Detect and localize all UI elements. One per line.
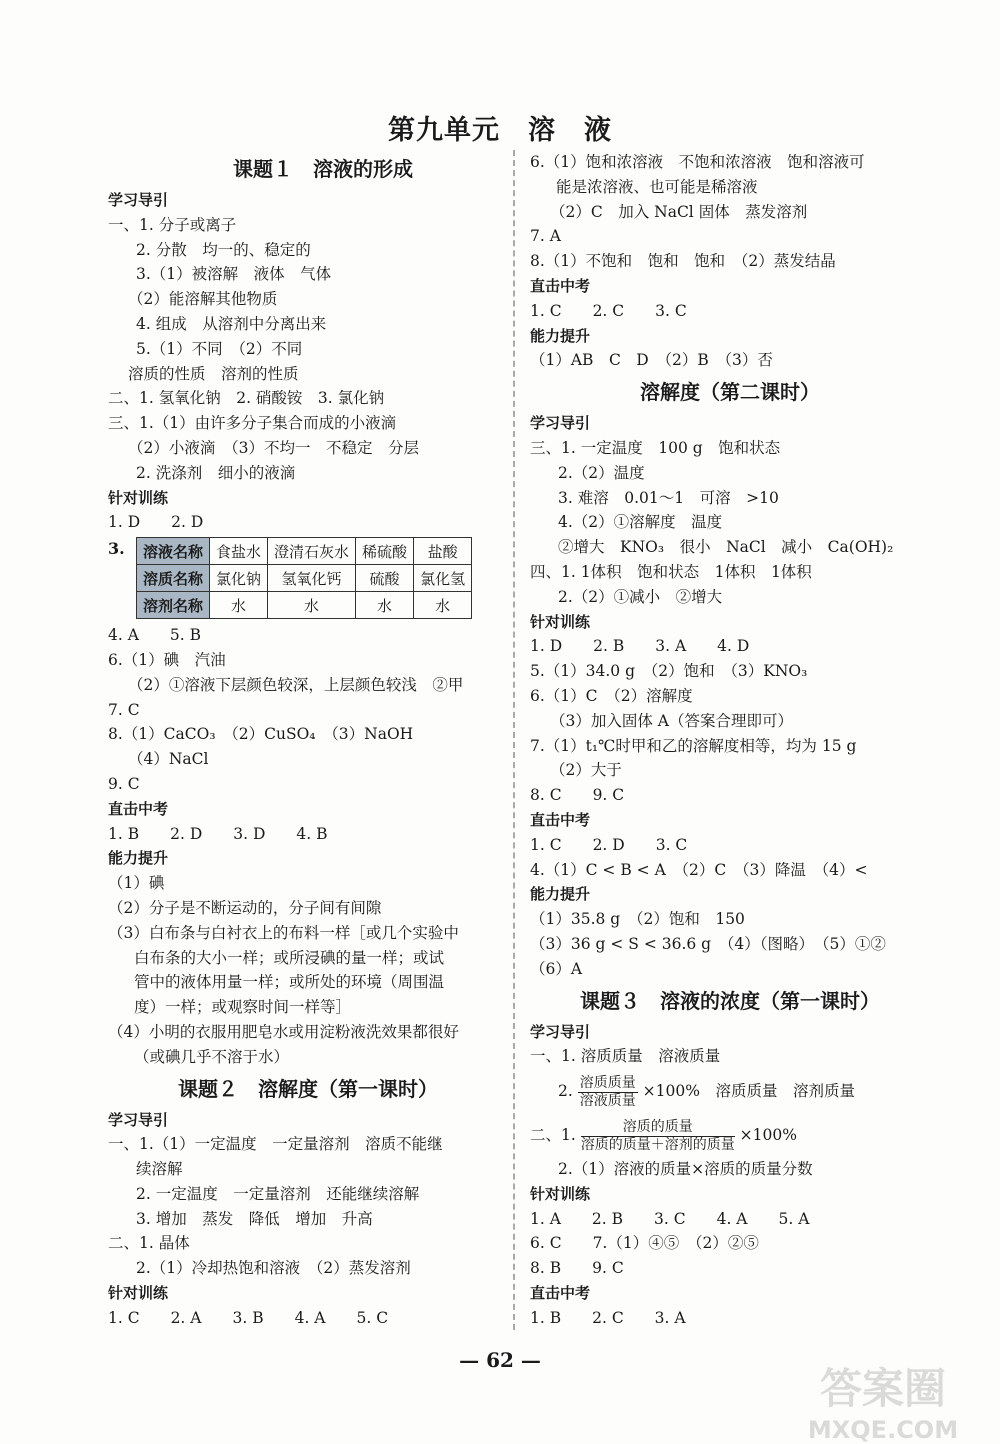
answer-line: 1. C 2. A 3. B 4. A 5. C: [108, 1308, 389, 1327]
answer-line: （1）AB C D （2）B （3）否: [530, 351, 773, 370]
table-cell: 食盐水: [210, 538, 268, 565]
question-number: 2.: [558, 1082, 573, 1101]
answer-line: 白布条的大小一样；或所浸碘的量一样；或试: [134, 948, 445, 967]
table-cell: 溶液名称: [137, 538, 210, 565]
answer-line: 2. 分散 均一的、稳定的: [136, 240, 311, 259]
table-cell: 水: [356, 592, 414, 619]
answer-line: 续溶解: [136, 1160, 183, 1179]
answer-line: 管中的液体用量一样；或所处的环境（周围温: [134, 973, 445, 992]
answer-line: 二、1. 氢氧化钠 2. 硝酸铵 3. 氯化钠: [108, 389, 385, 408]
answer-line: （1）碘: [108, 874, 165, 893]
answer-line: 2.（1）溶液的质量×溶质的质量分数: [558, 1160, 813, 1179]
heading: 能力提升: [530, 885, 591, 904]
answer-line: 四、1. 1体积 饱和状态 1体积 1体积: [530, 562, 812, 581]
answer-line: （6）A: [530, 959, 583, 978]
answer-line: 3. 增加 蒸发 降低 增加 升高: [136, 1209, 373, 1228]
answer-line: 2. 一定温度 一定量溶剂 还能继续溶解: [136, 1184, 420, 1203]
formula-line: [530, 1069, 930, 1113]
heading: 直击中考: [530, 810, 591, 829]
answer-line: 3.（1）被溶解 液体 气体: [136, 265, 332, 284]
heading: 学习导引: [108, 1110, 169, 1129]
answer-line: 2.（1）冷却热饱和溶液 （2）蒸发溶剂: [136, 1259, 411, 1278]
answer-line: 度）一样；或观察时间一样等］: [134, 998, 352, 1017]
heading: 直击中考: [530, 276, 591, 295]
column-divider: [513, 150, 515, 1330]
answer-line: 1. B 2. C 3. A: [530, 1308, 686, 1327]
answer-line: 1. B 2. D 3. D 4. B: [108, 824, 328, 843]
table-cell: 澄清石灰水: [268, 538, 356, 565]
heading: 针对训练: [530, 1184, 591, 1203]
answer-line: （或碘几乎不溶于水）: [134, 1047, 290, 1066]
formula-tail: ×100%: [739, 1126, 797, 1145]
section-title: 课题３ 溶液的浓度（第一课时）: [580, 988, 880, 1013]
answer-line: 7. C: [108, 700, 140, 719]
answer-line: （2）小液滴 （3）不均一 不稳定 分层: [128, 438, 419, 457]
table-cell: 溶剂名称: [137, 592, 210, 619]
fraction: [581, 1119, 735, 1154]
answer-line: 2.（2）温度: [558, 463, 645, 482]
answer-line: 1. D 2. D: [108, 513, 204, 532]
fraction-numerator: 溶质的质量: [581, 1119, 735, 1137]
watermark: [778, 1356, 988, 1444]
table-cell: 水: [210, 592, 268, 619]
answer-line: 1. C 2. D 3. C: [530, 835, 688, 854]
answer-line: 三、1. 一定温度 100 g 饱和状态: [530, 438, 781, 457]
fraction-denominator: 溶液质量: [579, 1092, 636, 1109]
answer-line: 6. C 7.（1）④⑤ （2）②⑤: [530, 1234, 759, 1253]
answer-line: 6.（1）饱和浓溶液 不饱和浓溶液 饱和溶液可: [530, 153, 865, 171]
answer-line: （2）分子是不断运动的，分子间有间隙: [108, 898, 382, 917]
solution-table-block: [108, 537, 508, 619]
answer-line: （2）①溶液下层颜色较深，上层颜色较浅 ②甲: [128, 675, 464, 694]
formula-line: [530, 1113, 930, 1157]
answer-line: （1）35.8 g （2）饱和 150: [530, 910, 745, 929]
answer-line: 一、1. 溶质质量 溶液质量: [530, 1047, 721, 1066]
question-number: 二、1.: [530, 1126, 576, 1145]
answer-line: ②增大 KNO₃ 很小 NaCl 减小 Ca(OH)₂: [558, 538, 894, 557]
answer-line: 4. 组成 从溶剂中分离出来: [136, 314, 327, 333]
heading: 直击中考: [108, 799, 169, 818]
fraction-numerator: 溶质质量: [579, 1074, 636, 1091]
table-row: [137, 538, 472, 565]
answer-line: 6.（1）C （2）溶解度: [530, 686, 693, 705]
fraction-denominator: 溶质的质量＋溶剂的质量: [580, 1136, 735, 1153]
answer-line: 溶质的性质 溶剂的性质: [128, 364, 299, 383]
heading: 直击中考: [530, 1284, 591, 1303]
answer-line: 1. D 2. B 3. A 4. D: [530, 637, 750, 656]
table-row: [137, 592, 472, 619]
section-title: 课题１ 溶液的形成: [233, 157, 413, 181]
heading: 学习导引: [530, 414, 591, 433]
answer-line: 7.（1）t₁℃时甲和乙的溶解度相等，均为 15 g: [530, 736, 857, 755]
table-cell: 盐酸: [414, 538, 472, 565]
answer-line: （4）NaCl: [128, 750, 209, 769]
answer-line: 2.（2）①减小 ②增大: [558, 587, 723, 606]
answer-line: 8.（1）不饱和 饱和 饱和 （2）蒸发结晶: [530, 252, 836, 271]
table-cell: 稀硫酸: [356, 538, 414, 565]
answer-line: 7. A: [530, 227, 561, 246]
answer-line: （3）白布条与白衬衣上的布料一样［或几个实验中: [108, 923, 459, 942]
answer-line: 一、1.（1）一定温度 一定量溶剂 溶质不能继: [108, 1135, 443, 1154]
watermark-url: MXQE.COM: [807, 1416, 959, 1444]
fraction: [578, 1075, 638, 1110]
heading: 针对训练: [108, 488, 169, 507]
table-cell: 硫酸: [356, 565, 414, 592]
table-cell: 水: [414, 592, 472, 619]
solution-table: [136, 537, 472, 619]
unit-title: 第九单元 溶 液: [388, 115, 612, 146]
answer-line: （4）小明的衣服用肥皂水或用淀粉液洗效果都很好: [108, 1022, 459, 1041]
answer-line: 1. C 2. C 3. C: [530, 301, 687, 320]
answer-line: （3）36 g < S < 36.6 g （4）（图略） （5）①②: [530, 934, 886, 953]
answer-line: 4.（2）①溶解度 温度: [558, 513, 723, 532]
section-title: 溶解度（第二课时）: [640, 380, 820, 405]
watermark-logo-text: 答案圈: [819, 1364, 946, 1413]
answer-line: 2. 洗涤剂 细小的液滴: [136, 463, 296, 482]
heading: 针对训练: [108, 1284, 169, 1303]
answer-line: 5.（1）34.0 g （2）饱和 （3）KNO₃: [530, 662, 808, 681]
table-row: [137, 565, 472, 592]
answer-line: 8. B 9. C: [530, 1259, 624, 1278]
table-cell: 氯化钠: [210, 565, 268, 592]
answer-line: （2）大于: [550, 761, 622, 780]
table-cell: 氢氧化钙: [268, 565, 356, 592]
table-cell: 溶质名称: [137, 565, 210, 592]
section-title: 课题２ 溶解度（第一课时）: [178, 1076, 438, 1101]
page-number: — 62 —: [459, 1348, 541, 1372]
right-column: [530, 150, 930, 1331]
left-column: [108, 150, 508, 1331]
answer-line: 6.（1）碘 汽油: [108, 650, 226, 669]
answer-line: （3）加入固体 A（答案合理即可）: [550, 711, 793, 730]
answer-line: 三、1.（1）由许多分子集合而成的小液滴: [108, 414, 397, 433]
answer-line: 4. A 5. B: [108, 626, 202, 645]
table-cell: 氯化氢: [414, 565, 472, 592]
answer-line: 9. C: [108, 774, 140, 793]
answer-line: （2）C 加入 NaCl 固体 蒸发溶剂: [550, 202, 808, 221]
answer-line: 一、1. 分子或离子: [108, 215, 237, 234]
heading: 能力提升: [530, 326, 591, 345]
answer-line: 3. 难溶 0.01～1 可溶 >10: [558, 488, 779, 507]
answer-line: 能是浓溶液、也可能是稀溶液: [556, 177, 758, 196]
answer-line: 8.（1）CaCO₃ （2）CuSO₄ （3）NaOH: [108, 725, 414, 744]
question-number: 3.: [108, 539, 125, 559]
heading: 能力提升: [108, 849, 169, 868]
answer-line: 二、1. 晶体: [108, 1234, 190, 1253]
heading: 针对训练: [530, 612, 591, 631]
answer-line: 8. C 9. C: [530, 786, 625, 805]
answer-line: 4.（1）C < B < A （2）C （3）降温 （4）<: [530, 860, 868, 879]
heading: 学习导引: [530, 1022, 591, 1041]
heading: 学习导引: [108, 191, 169, 209]
answer-line: （2）能溶解其他物质: [128, 290, 278, 309]
answer-line: 1. A 2. B 3. C 4. A 5. A: [530, 1209, 810, 1228]
formula-tail: ×100% 溶质质量 溶剂质量: [642, 1082, 855, 1101]
table-cell: 水: [268, 592, 356, 619]
answer-line: 5.（1）不同 （2）不同: [136, 339, 303, 358]
